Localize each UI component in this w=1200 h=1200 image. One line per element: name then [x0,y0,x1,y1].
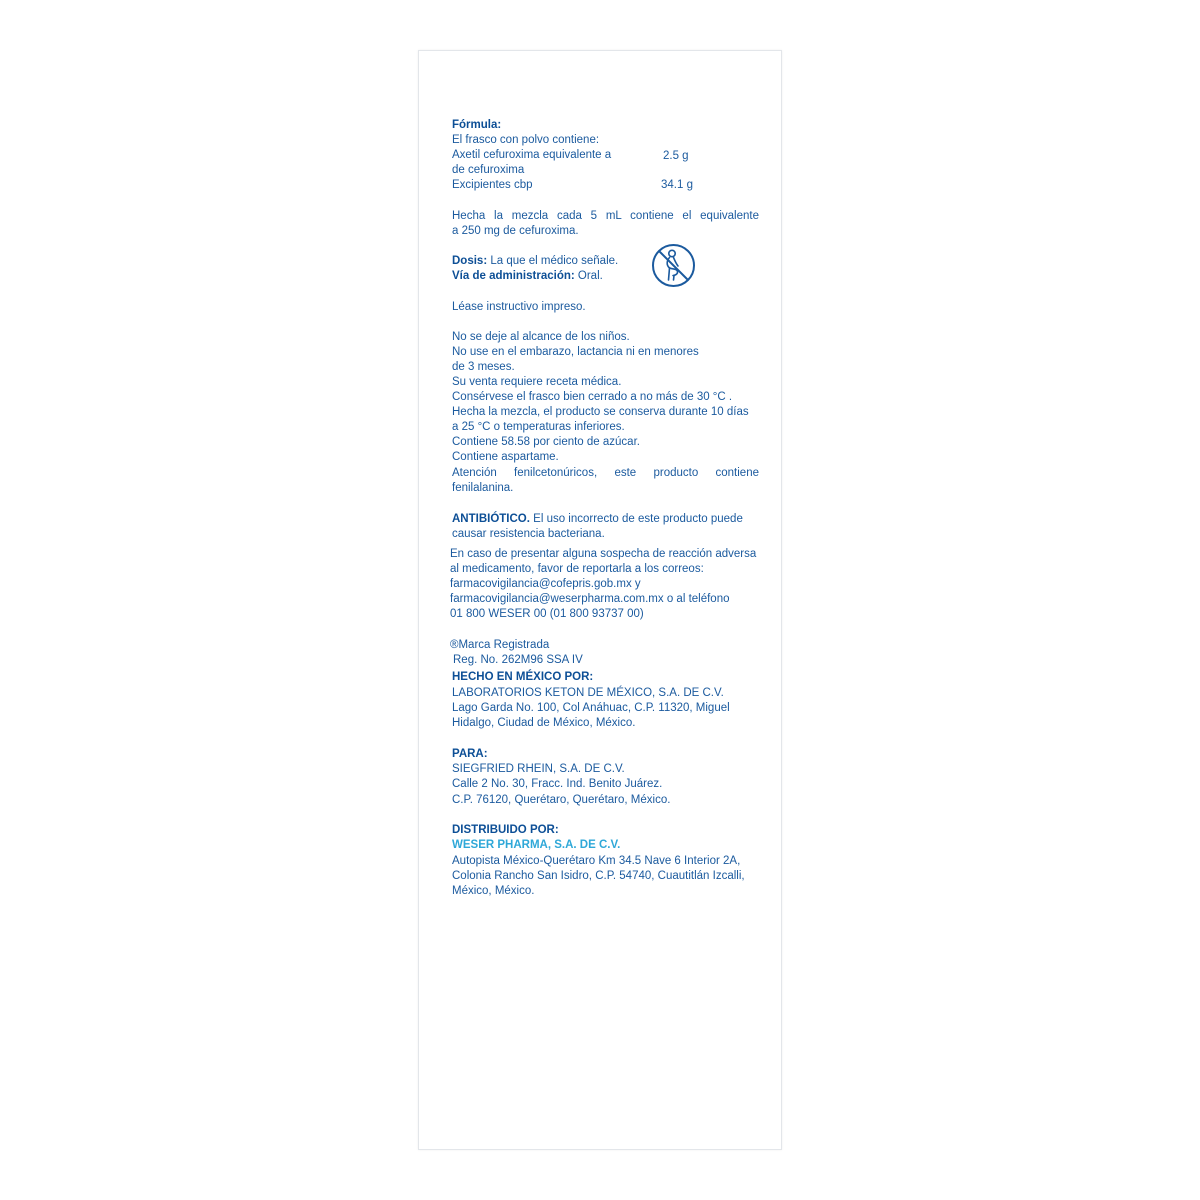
pharmacovigilance-line: En caso de presentar alguna sospecha de reacción adversa [450,548,757,560]
instructive-note: Léase instructivo impreso. [452,301,586,313]
formula-line: Excipientes cbp [452,179,533,191]
pharmacovigilance-email: farmacovigilancia@cofepris.gob.mx y [450,578,641,590]
warning-line: Contiene aspartame. [452,451,559,463]
antibiotic-line: causar resistencia bacteriana. [452,528,605,540]
warning-line: de 3 meses. [452,361,515,373]
warning-line: Atención fenilcetonúricos, este producto contiene [452,467,759,479]
distributor-line: Colonia Rancho San Isidro, C.P. 54740, Cuautitlán Izcalli, [452,870,745,882]
warning-line: No se deje al alcance de los niños. [452,331,630,343]
formula-line: Axetil cefuroxima equivalente a [452,149,612,161]
formula-title: Fórmula: [452,119,502,131]
mixture-line: a 250 mg de cefuroxima. [452,225,579,237]
warning-line: a 25 °C o temperaturas inferiores. [452,421,625,433]
for-line: SIEGFRIED RHEIN, S.A. DE C.V. [452,763,625,775]
warning-line: No use en el embarazo, lactancia ni en menores [452,346,699,358]
warning-line: Hecha la mezcla, el producto se conserva durante 10 días [452,406,749,418]
formula-line: de cefuroxima [452,164,525,176]
route-value: Oral. [574,270,603,282]
pharmacovigilance-line: al medicamento, favor de reportarla a los correos: [450,563,704,575]
formula-amount: 34.1 g [661,179,693,191]
manufacturer-line: Hidalgo, Ciudad de México, México. [452,717,636,729]
route-label: Vía de administración: [452,270,575,282]
trademark-note: ®Marca Registrada [450,639,550,651]
warning-line: fenilalanina. [452,482,514,494]
antibiotic-text: El uso incorrecto de este producto puede [529,513,743,525]
distributor-line: México, México. [452,885,535,897]
no-pregnancy-icon [651,243,696,288]
dose-line [452,254,618,269]
for-line: C.P. 76120, Querétaro, Querétaro, México. [452,794,671,806]
distributor-title: DISTRIBUIDO POR: [452,824,559,836]
warning-line: Contiene 58.58 por ciento de azúcar. [452,436,640,448]
dose-label: Dosis: [452,255,488,267]
warning-line: Su venta requiere receta médica. [452,376,622,388]
distributor-company: WESER PHARMA, S.A. DE C.V. [452,839,621,851]
antibiotic-line [452,512,743,527]
pharmacovigilance-phone: 01 800 WESER 00 (01 800 93737 00) [450,608,644,620]
formula-line: El frasco con polvo contiene: [452,134,600,146]
manufacturer-title: HECHO EN MÉXICO POR: [452,671,594,683]
registration-number: Reg. No. 262M96 SSA IV [453,654,583,666]
for-line: Calle 2 No. 30, Fracc. Ind. Benito Juárez. [452,778,663,790]
antibiotic-label: ANTIBIÓTICO. [452,513,530,525]
formula-amount: 2.5 g [663,150,689,162]
for-title: PARA: [452,748,488,760]
mixture-line: Hecha la mezcla cada 5 mL contiene el equivalente [452,210,759,222]
manufacturer-line: LABORATORIOS KETON DE MÉXICO, S.A. DE C.V. [452,687,724,699]
route-line [452,269,603,284]
warning-line: Consérvese el frasco bien cerrado a no más de 30 °C . [452,391,733,403]
distributor-line: Autopista México-Querétaro Km 34.5 Nave 6 Interior 2A, [452,855,741,867]
manufacturer-line: Lago Garda No. 100, Col Anáhuac, C.P. 11320, Miguel [452,702,730,714]
pharmacovigilance-email: farmacovigilancia@weserpharma.com.mx o al teléfono [450,593,730,605]
dose-value: La que el médico señale. [487,255,619,267]
